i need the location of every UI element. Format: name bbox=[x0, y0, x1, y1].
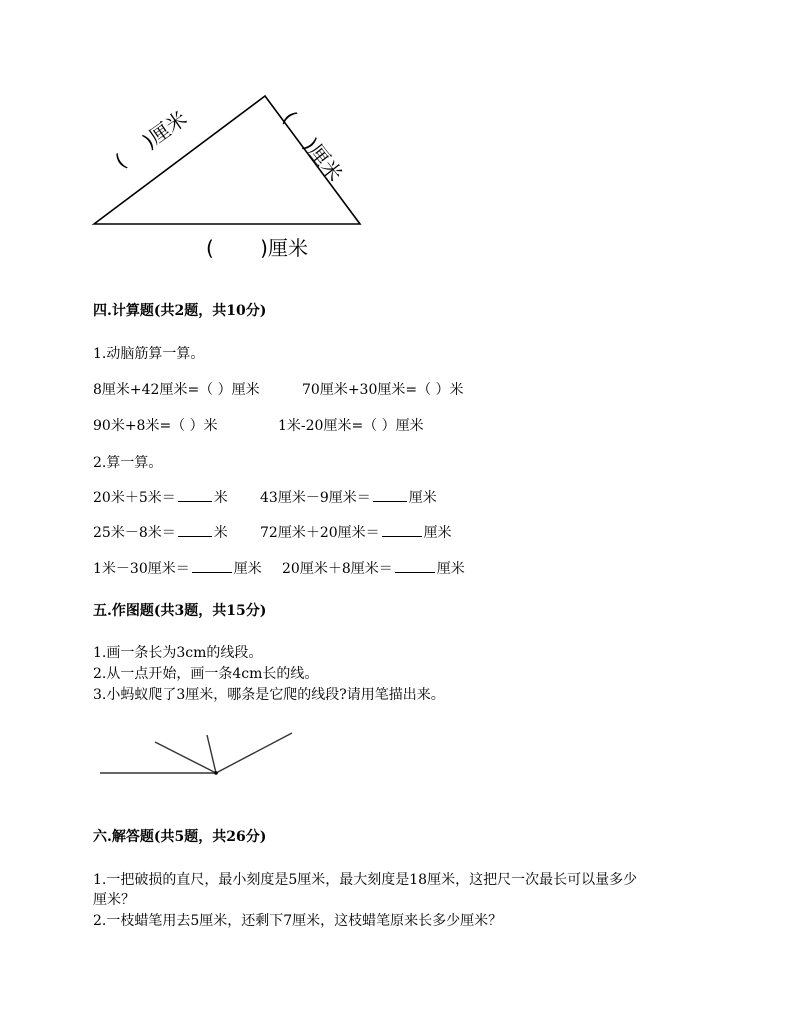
answer-blank[interactable] bbox=[178, 524, 212, 537]
equation-text: 25米－8米＝ bbox=[93, 525, 176, 541]
section4-q1-r2-c1: 90米+8米=（ ）米 bbox=[93, 418, 218, 434]
section5-item-1: 1.画一条长为3cm的线段。 bbox=[93, 645, 263, 661]
unit-text: 米 bbox=[213, 490, 228, 506]
section4-q2-r3-c2 bbox=[282, 558, 465, 578]
triangle-right-label: ( )厘米 bbox=[277, 106, 348, 186]
answer-blank[interactable] bbox=[178, 489, 212, 502]
ant-line-upper-left bbox=[155, 742, 216, 773]
section4-q2-r2-c2 bbox=[260, 522, 452, 542]
answer-blank[interactable] bbox=[192, 560, 232, 573]
section4-q2-r3-c1 bbox=[93, 558, 262, 578]
section5-item-3: 3.小蚂蚁爬了3厘米，哪条是它爬的线段?请用笔描出来。 bbox=[93, 687, 445, 703]
ant-line-upper-right bbox=[216, 733, 292, 773]
section4-q1-title: 1.动脑筋算一算。 bbox=[93, 346, 205, 362]
unit-text: 厘米 bbox=[408, 490, 437, 506]
answer-blank[interactable] bbox=[395, 560, 435, 573]
section6-heading: 六.解答题(共5题，共26分) bbox=[93, 829, 267, 845]
section4-q2-r1-c1 bbox=[93, 487, 228, 507]
answer-blank[interactable] bbox=[382, 524, 422, 537]
answer-blank[interactable] bbox=[373, 489, 407, 502]
section5-heading: 五.作图题(共3题，共15分) bbox=[93, 603, 267, 619]
unit-text: 米 bbox=[213, 525, 228, 541]
ant-start-point bbox=[214, 771, 218, 775]
section4-q2-title: 2.算一算。 bbox=[93, 455, 163, 471]
ant-lines-figure bbox=[100, 733, 292, 773]
ant-line-vertical bbox=[207, 735, 216, 773]
section4-heading: 四.计算题(共2题，共10分) bbox=[93, 303, 267, 319]
section4-q1-r1-c1: 8厘米+42厘米=（ ）厘米 bbox=[93, 382, 260, 398]
section4-q2-r1-c2 bbox=[260, 487, 437, 507]
equation-text: 20厘米＋8厘米＝ bbox=[282, 561, 393, 577]
equation-text: 43厘米－9厘米＝ bbox=[260, 490, 371, 506]
section6-item-1-cont: 厘米？ bbox=[93, 892, 135, 908]
section4-q1-r1-c2: 70厘米+30厘米=（ ）米 bbox=[302, 382, 464, 398]
triangle-left-label: ( )厘米 bbox=[110, 106, 192, 173]
equation-text: 1米－30厘米＝ bbox=[93, 561, 190, 577]
equation-text: 72厘米＋20厘米＝ bbox=[260, 525, 380, 541]
triangle-bottom-label: ( )厘米 bbox=[206, 236, 308, 260]
section6-item-2: 2.一枝蜡笔用去5厘米，还剩下7厘米，这枝蜡笔原来长多少厘米？ bbox=[93, 913, 503, 929]
unit-text: 厘米 bbox=[436, 561, 465, 577]
section4-q2-r2-c1 bbox=[93, 522, 228, 542]
section5-item-2: 2.从一点开始，画一条4cm长的线。 bbox=[93, 666, 319, 682]
section4-q1-r2-c2: 1米-20厘米=（ ）厘米 bbox=[278, 418, 424, 434]
section6-item-1: 1.一把破损的直尺，最小刻度是5厘米，最大刻度是18厘米，这把尺一次最长可以量多少 bbox=[93, 872, 638, 888]
equation-text: 20米＋5米＝ bbox=[93, 490, 176, 506]
unit-text: 厘米 bbox=[423, 525, 452, 541]
unit-text: 厘米 bbox=[233, 561, 262, 577]
